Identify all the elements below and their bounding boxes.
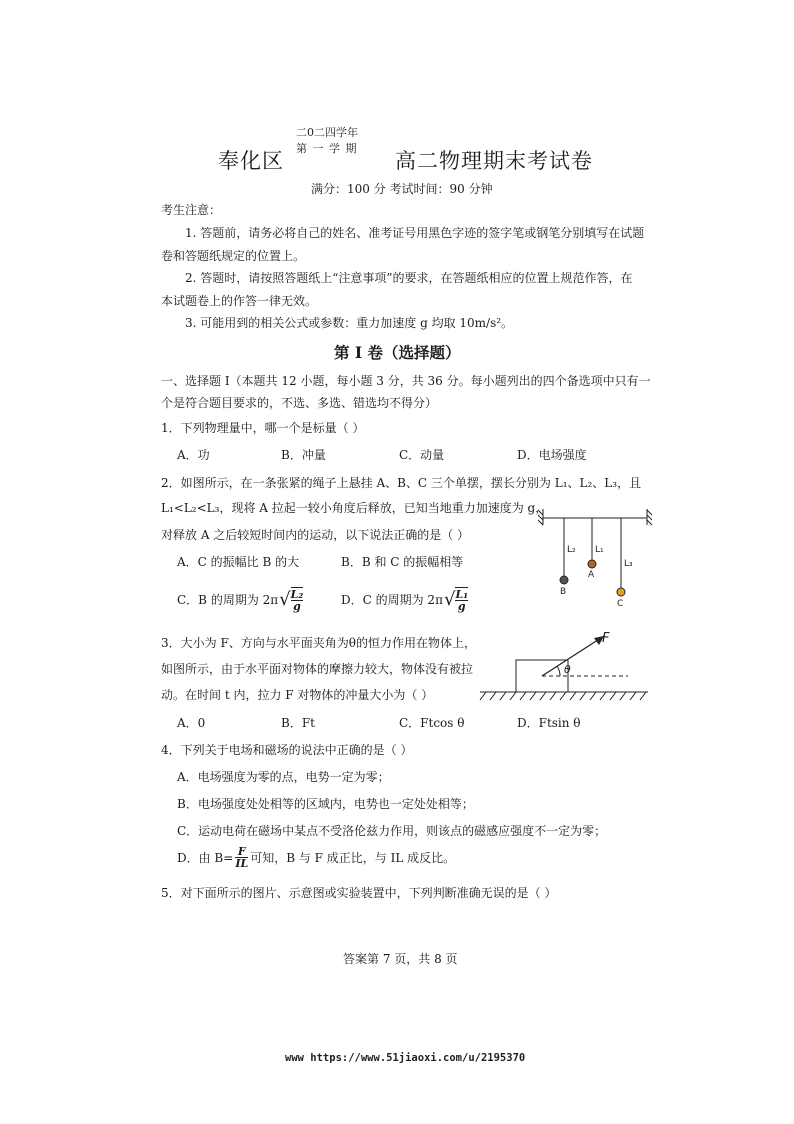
label-l3: L₃ [624, 559, 633, 569]
bob-b [560, 576, 568, 584]
q1-option-b: B．冲量 [281, 448, 326, 462]
label-b: B [560, 587, 567, 597]
q2-option-a: A．C 的振幅比 B 的大 [177, 555, 300, 569]
label-a: A [588, 570, 595, 580]
q3-stem-line1: 3．大小为 F、方向与水平面夹角为θ的恒力作用在物体上， [161, 636, 477, 650]
q2-option-d-fraction [455, 587, 468, 612]
q3-option-d: D．Ftsin θ [517, 716, 581, 730]
q3-option-a: A．0 [177, 716, 206, 730]
q2-option-c-fraction [291, 587, 304, 612]
q2-d-numerator: L₁ [455, 588, 469, 601]
exam-title: 高二物理期末考试卷 [395, 149, 593, 173]
q2-c-numerator: L₂ [290, 588, 304, 601]
bob-c [617, 588, 625, 596]
q4-stem: 4．下列关于电场和磁场的说法中正确的是（ ） [161, 743, 413, 757]
q2-option-b: B．B 和 C 的振幅相等 [341, 555, 464, 569]
q2-stem-line3: 对释放 A 之后较短时间内的运动，以下说法正确的是（ ） [161, 528, 470, 542]
q5-stem: 5．对下面所示的图片、示意图或实验装置中，下列判断准确无误的是（ ） [161, 886, 557, 900]
q2-option-d [341, 587, 468, 612]
q4-d-denominator: IL [235, 857, 249, 870]
section-intro-cont: 个是符合题目要求的，不选、多选、错选均不得分） [161, 396, 438, 410]
label-l1: L₁ [595, 545, 604, 555]
q2-c-denominator: g [293, 600, 301, 613]
q1-option-d: D．电场强度 [517, 448, 587, 462]
q4-option-d-suffix: 可知，B 与 F 成正比，与 IL 成反比。 [250, 851, 456, 865]
q4-d-numerator: F [237, 845, 246, 858]
q4-option-d [177, 846, 455, 869]
notice-item-2-cont: 本试题卷上的作答一律无效。 [161, 294, 318, 308]
q3-stem-line2: 如图所示，由于水平面对物体的摩擦力较大，物体没有被拉 [161, 662, 474, 676]
q2-stem-line1: 2．如图所示，在一条张紧的绳子上悬挂 A、B、C 三个单摆，摆长分别为 L₁、L₂、L₃，且 [161, 476, 642, 490]
q3-stem-line3: 动。在时间 t 内，拉力 F 对物体的冲量大小为（ ） [161, 688, 434, 702]
label-c: C [617, 599, 624, 609]
district-name: 奉化区 [218, 149, 284, 173]
bob-a [588, 560, 596, 568]
page-number: 答案第 7 页，共 8 页 [343, 952, 458, 966]
q2-option-d-prefix: D．C 的周期为 2π [341, 593, 443, 607]
exam-meta: 满分：100 分 考试时间：90 分钟 [311, 182, 493, 196]
q2-stem-line2: L₁<L₂<L₃，现将 A 拉起一较小角度后释放，已知当地重力加速度为 g， [161, 501, 548, 515]
notice-item-2: 2. 答题时，请按照答题纸上“注意事项”的要求，在答题纸相应的位置上规范作答，在 [185, 271, 633, 285]
semester: 第 一 学 期 [296, 142, 358, 155]
sqrt-sign: √ [443, 589, 456, 610]
section-intro: 一、选择题 I（本题共 12 小题，每小题 3 分，共 36 分。每小题列出的四个备选项中只有一 [161, 374, 651, 388]
q4-option-d-fraction [235, 846, 248, 869]
force-figure [478, 628, 650, 708]
q4-option-c: C．运动电荷在磁场中某点不受洛伦兹力作用，则该点的磁感应强度不一定为零； [177, 824, 607, 838]
notice-item-1-cont: 卷和答题纸规定的位置上。 [161, 249, 306, 263]
pendulum-figure [536, 506, 656, 616]
watermark-url: www https://www.51jiaoxi.com/u/2195370 [285, 1052, 526, 1064]
q4-option-d-prefix: D．由 B= [177, 851, 234, 865]
q4-option-b: B．电场强度处处相等的区域内，电势也一定处处相等； [177, 797, 474, 811]
sqrt-sign: √ [279, 589, 291, 610]
q2-option-c-prefix: C．B 的周期为 2π [177, 593, 279, 607]
label-theta: θ [564, 663, 571, 676]
label-l2: L₂ [567, 545, 576, 555]
notice-item-1: 1. 答题前，请务必将自己的姓名、准考证号用黑色字迹的签字笔或钢笔分别填写在试题 [185, 226, 645, 240]
q4-option-a: A．电场强度为零的点，电势一定为零； [177, 770, 390, 784]
notice-item-3: 3. 可能用到的相关公式或参数：重力加速度 g 均取 10m/s²。 [185, 316, 514, 330]
q1-option-c: C．动量 [399, 448, 445, 462]
q1-option-a: A．功 [177, 448, 210, 462]
notice-heading: 考生注意： [161, 203, 222, 217]
q1-stem: 1．下列物理量中，哪一个是标量（ ） [161, 421, 365, 435]
q3-option-b: B．Ft [281, 716, 315, 730]
q2-d-denominator: g [457, 600, 466, 613]
q3-option-c: C．Ftcos θ [399, 716, 465, 730]
label-f: F [602, 631, 610, 646]
school-year: 二0二四学年 [296, 126, 358, 139]
q2-option-c [177, 587, 303, 612]
section-title: 第 I 卷（选择题） [334, 343, 461, 362]
